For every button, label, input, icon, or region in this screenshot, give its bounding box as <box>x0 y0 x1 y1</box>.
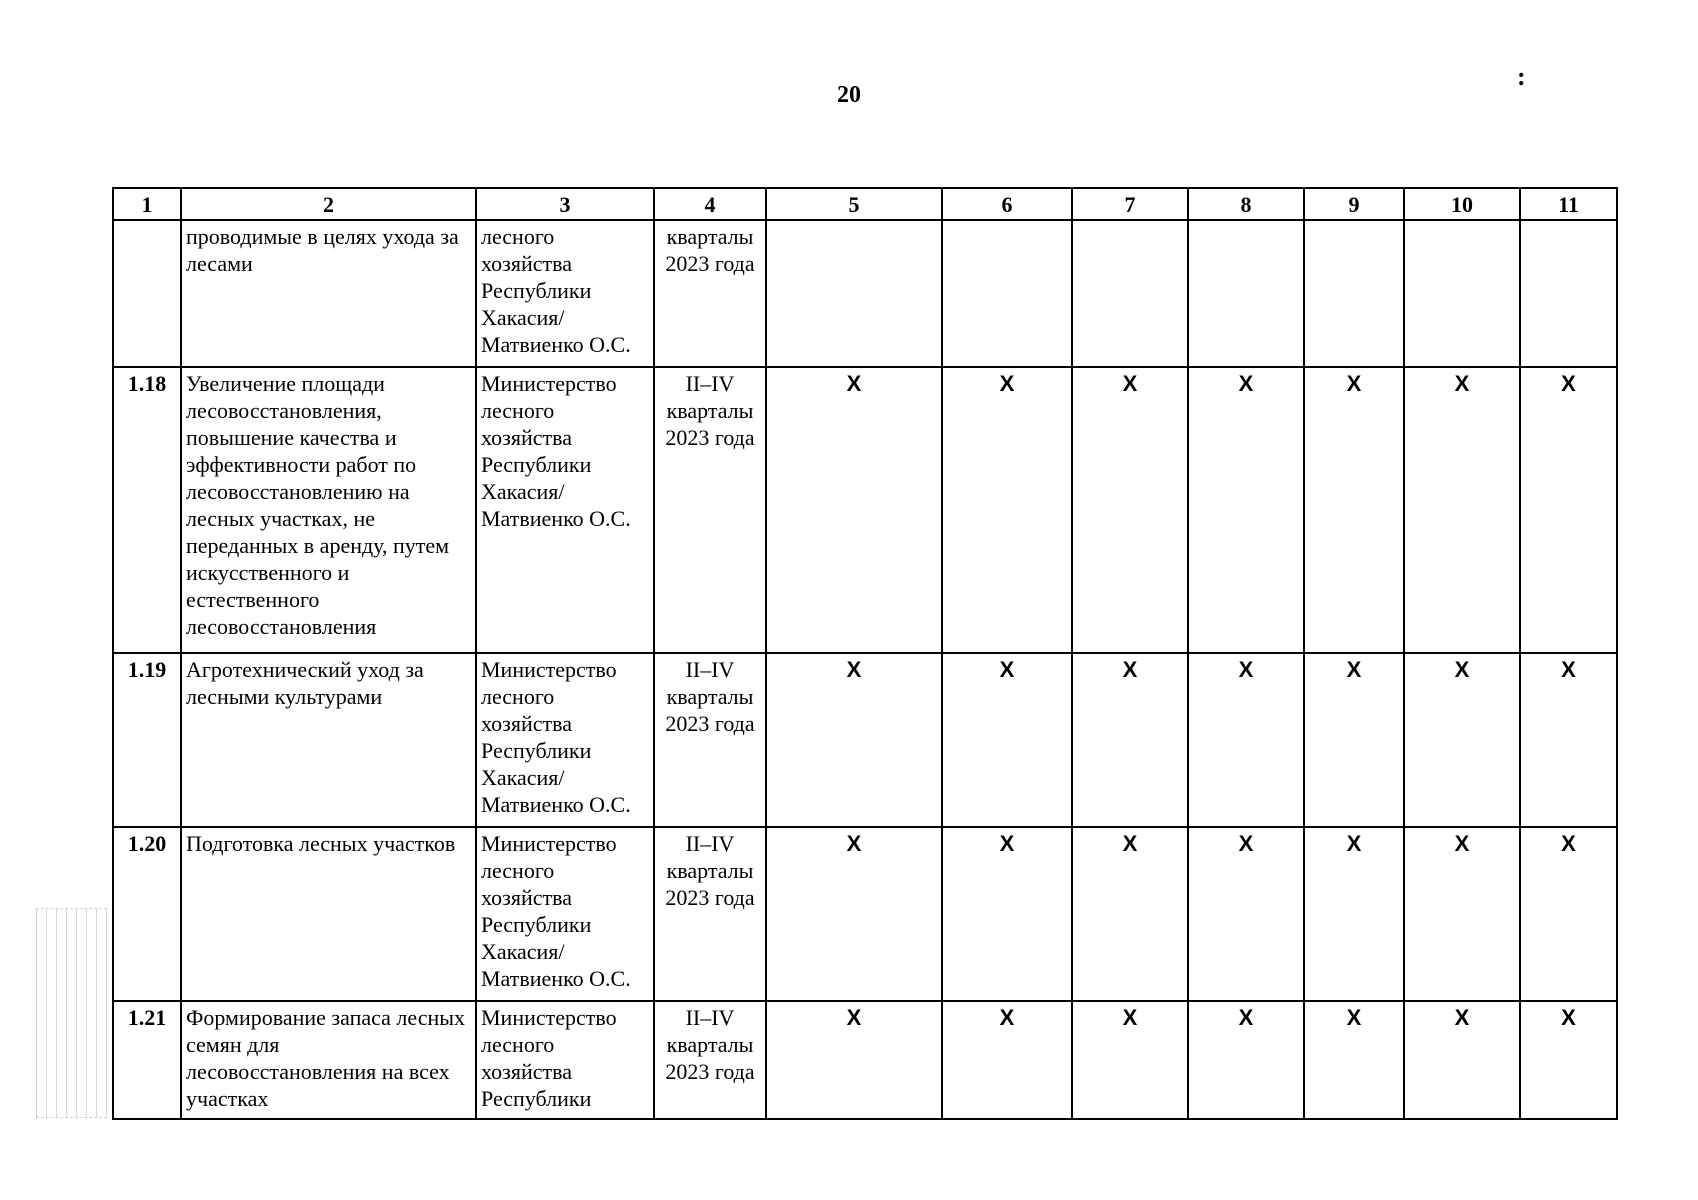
mark-cell <box>1188 220 1304 367</box>
table-row <box>113 653 1617 827</box>
column-header: 7 <box>1072 188 1188 220</box>
mark-cell <box>1520 220 1617 367</box>
mark-cell: X <box>942 653 1072 827</box>
mark-cell: X <box>1404 1001 1520 1119</box>
executor-cell: Министерство лесного хозяйства Республики Хакасия/ Матвиенко О.С. <box>476 827 654 1001</box>
mark-cell: X <box>1304 827 1404 1001</box>
table-row <box>113 367 1617 653</box>
activity-cell: Подготовка лесных участков <box>181 827 476 1001</box>
column-header: 9 <box>1304 188 1404 220</box>
column-header: 11 <box>1520 188 1617 220</box>
mark-cell <box>1404 220 1520 367</box>
action-plan-table <box>112 187 1618 1120</box>
activity-cell: Агротехнический уход за лесными культурами <box>181 653 476 827</box>
mark-cell: X <box>1404 367 1520 653</box>
page-number: 20 <box>837 82 861 108</box>
period-cell: II–IV кварталы 2023 года <box>654 827 766 1001</box>
executor-cell: Министерство лесного хозяйства Республики Хакасия/ Матвиенко О.С. <box>476 653 654 827</box>
mark-cell <box>766 220 942 367</box>
period-cell: II–IV кварталы 2023 года <box>654 367 766 653</box>
column-header: 4 <box>654 188 766 220</box>
period-cell: II–IV кварталы 2023 года <box>654 1001 766 1119</box>
mark-cell <box>942 220 1072 367</box>
column-header: 1 <box>113 188 181 220</box>
mark-cell: X <box>1072 367 1188 653</box>
mark-cell: X <box>1404 827 1520 1001</box>
table-row <box>113 220 1617 367</box>
column-header: 3 <box>476 188 654 220</box>
mark-cell: X <box>1304 653 1404 827</box>
mark-cell: X <box>1404 653 1520 827</box>
mark-cell: X <box>766 827 942 1001</box>
mark-cell: X <box>1520 1001 1617 1119</box>
mark-cell: X <box>1520 367 1617 653</box>
table-row <box>113 1001 1617 1119</box>
mark-cell: X <box>766 653 942 827</box>
mark-cell: X <box>942 827 1072 1001</box>
mark-cell: X <box>1304 1001 1404 1119</box>
row-number: 1.19 <box>113 653 181 827</box>
activity-cell: Увеличение площади лесовосстановления, повышение качества и эффективности работ по лесовосстановлению на лесных участках, не переданных в аренду, путем искусственного и естественного лесовосстановления <box>181 367 476 653</box>
executor-cell: лесного хозяйства Республики Хакасия/ Матвиенко О.С. <box>476 220 654 367</box>
row-number: 1.21 <box>113 1001 181 1119</box>
column-header: 8 <box>1188 188 1304 220</box>
mark-cell: X <box>1188 367 1304 653</box>
side-stamp <box>36 908 107 1118</box>
mark-cell <box>1304 220 1404 367</box>
mark-cell <box>1072 220 1188 367</box>
mark-cell: X <box>942 1001 1072 1119</box>
mark-cell: X <box>766 367 942 653</box>
mark-cell: X <box>942 367 1072 653</box>
executor-cell: Министерство лесного хозяйства Республики <box>476 1001 654 1119</box>
table-row <box>113 827 1617 1001</box>
column-header: 5 <box>766 188 942 220</box>
period-cell: кварталы 2023 года <box>654 220 766 367</box>
mark-cell: X <box>1520 653 1617 827</box>
table-header-row <box>113 188 1617 220</box>
column-header: 2 <box>181 188 476 220</box>
activity-cell: проводимые в целях ухода за лесами <box>181 220 476 367</box>
corner-mark: : <box>1517 62 1526 91</box>
mark-cell: X <box>1072 1001 1188 1119</box>
row-number: 1.20 <box>113 827 181 1001</box>
mark-cell: X <box>1188 827 1304 1001</box>
mark-cell: X <box>1520 827 1617 1001</box>
mark-cell: X <box>1072 827 1188 1001</box>
mark-cell: X <box>766 1001 942 1119</box>
mark-cell: X <box>1188 1001 1304 1119</box>
period-cell: II–IV кварталы 2023 года <box>654 653 766 827</box>
mark-cell: X <box>1304 367 1404 653</box>
mark-cell: X <box>1072 653 1188 827</box>
activity-cell: Формирование запаса лесных семян для лесовосстановления на всех участках <box>181 1001 476 1119</box>
row-number: 1.18 <box>113 367 181 653</box>
executor-cell: Министерство лесного хозяйства Республики Хакасия/ Матвиенко О.С. <box>476 367 654 653</box>
column-header: 6 <box>942 188 1072 220</box>
mark-cell: X <box>1188 653 1304 827</box>
column-header: 10 <box>1404 188 1520 220</box>
row-number <box>113 220 181 367</box>
